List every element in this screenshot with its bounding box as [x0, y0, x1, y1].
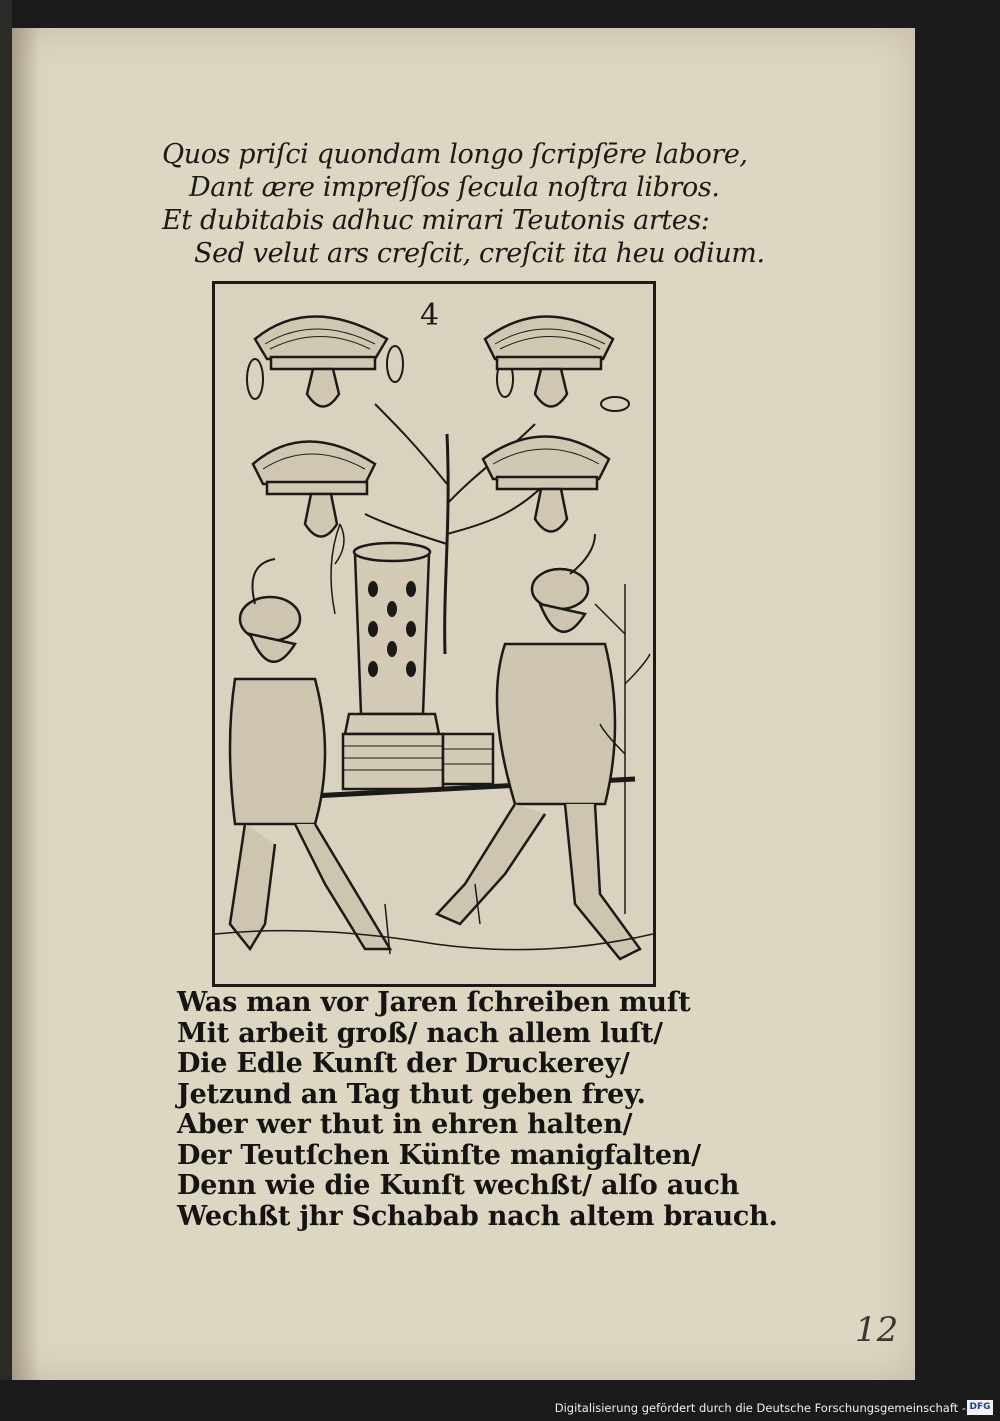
dfg-logo: DFG [967, 1400, 993, 1415]
latin-line-2: Dant ære impreſſos ſecula noſtra libros. [189, 172, 720, 203]
latin-line-4: Sed velut ars creſcit, creſcit ita heu odium. [194, 238, 765, 269]
german-line-4: Jetzund an Tag thut geben frey. [177, 1078, 646, 1110]
german-verse [177, 987, 778, 1232]
woodcut-drawing [215, 284, 653, 984]
german-line-1: Was man vor Jaren ſchreiben muſt [177, 987, 691, 1018]
german-line-2: Mit arbeit groß/ nach allem luſt/ [177, 1017, 663, 1049]
german-line-3: Die Edle Kunſt der Druckerey/ [177, 1048, 630, 1079]
german-line-7: Denn wie die Kunſt wechßt/ alſo auch [177, 1170, 740, 1201]
scan-edge [0, 0, 12, 1380]
digitization-credit: Digitalisierung gefördert durch die Deutsche Forschungsgemeinschaft - [554, 1401, 966, 1415]
folio-number: 12 [855, 1310, 899, 1350]
german-line-5: Aber wer thut in ehren halten/ [177, 1109, 633, 1140]
woodcut-illustration [212, 281, 656, 987]
gutter-shadow [12, 28, 40, 1380]
book-page [12, 28, 915, 1380]
latin-line-3: Et dubitabis adhuc mirari Teutonis artes: [162, 205, 710, 236]
german-line-8: Wechßt jhr Schabab nach altem brauch. [177, 1200, 778, 1232]
latin-line-1: Quos priſci quondam longo ſcripſēre labore, [162, 139, 748, 170]
latin-verse [162, 138, 782, 270]
plate-number: 4 [420, 298, 440, 333]
german-line-6: Der Teutſchen Künſte manigfalten/ [177, 1139, 701, 1171]
